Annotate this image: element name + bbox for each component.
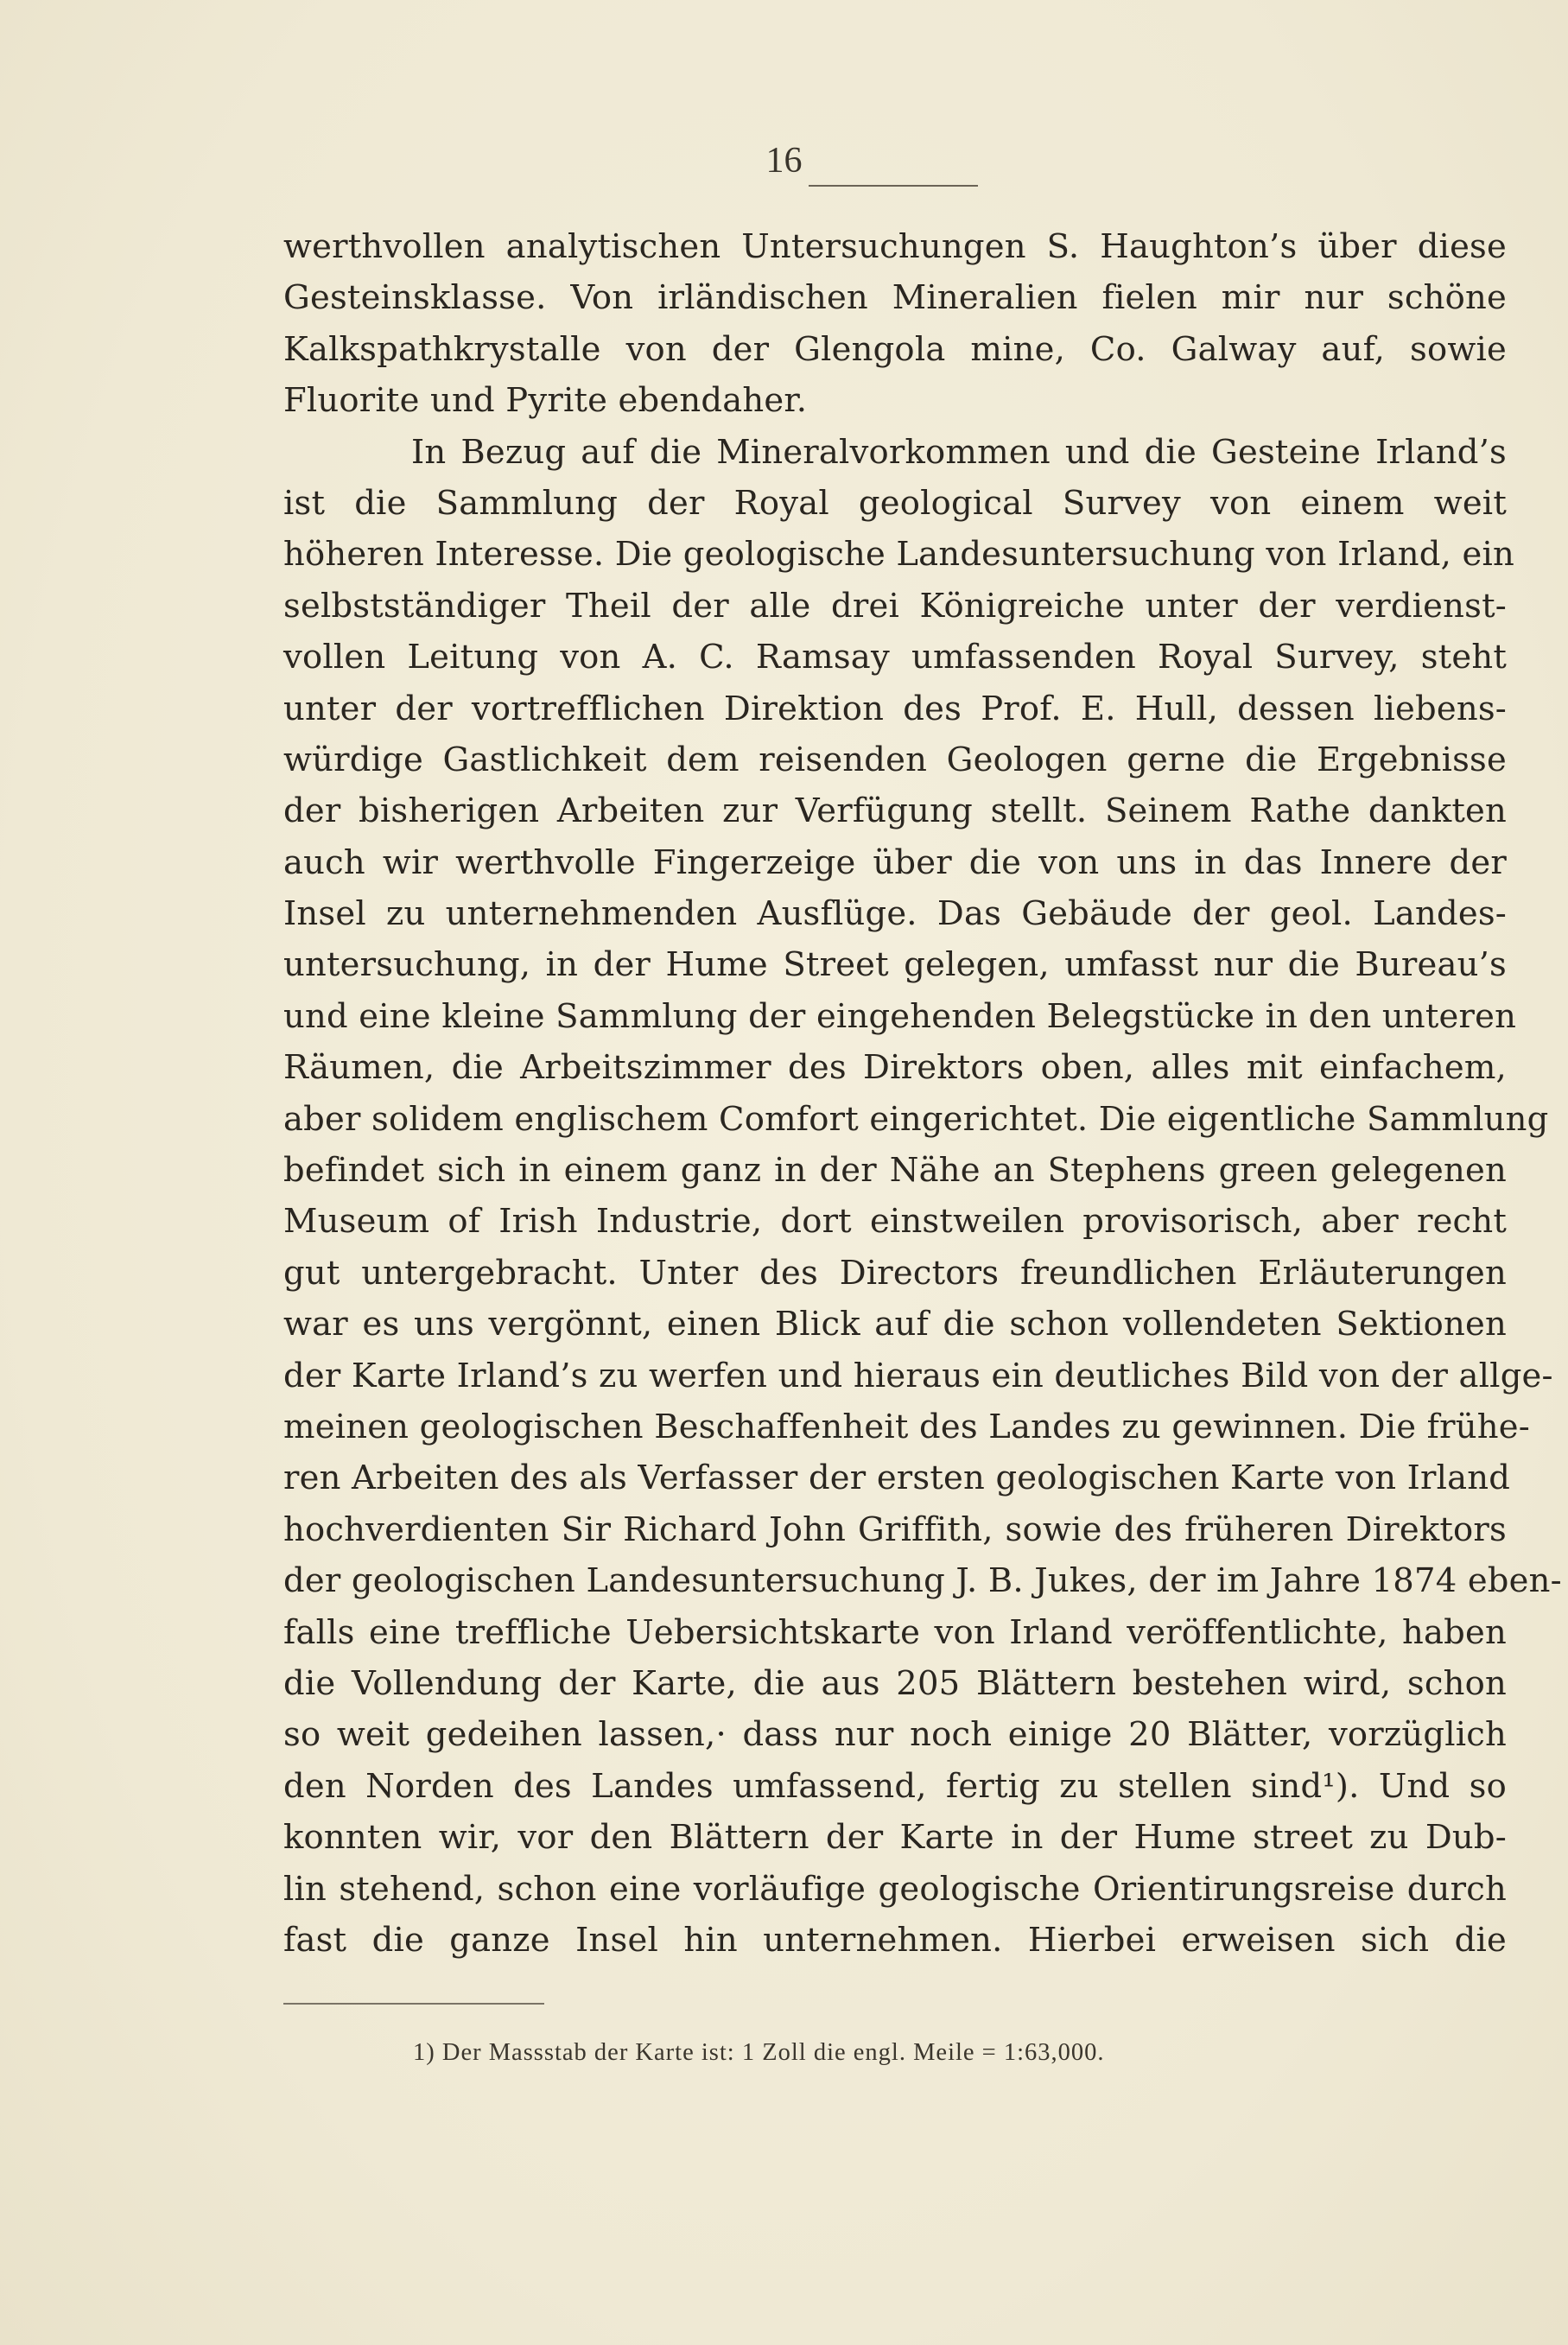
- text-line: ist die Sammlung der Royal geological Survey von einem weit: [283, 483, 1507, 523]
- text-line: Gesteinsklasse. Von irländischen Mineralien fielen mir nur schöne: [283, 278, 1507, 318]
- text-line: war es uns vergönnt, einen Blick auf die schon vollendeten Sektionen: [283, 1305, 1507, 1344]
- text-line: Fluorite und Pyrite ebendaher.: [283, 381, 808, 421]
- text-line: so weit gedeihen lassen,· dass nur noch einige 20 Blätter, vorzüglich: [283, 1715, 1507, 1755]
- text-line: unter der vortrefflichen Direktion des Prof. E. Hull, dessen liebens-: [283, 689, 1507, 728]
- text-line: Räumen, die Arbeitszimmer des Direktors oben, alles mit einfachem,: [283, 1048, 1507, 1088]
- body-text: [283, 221, 1562, 1966]
- text-line: der Karte Irland’s zu werfen und hieraus ein deutliches Bild von der allge-: [283, 1356, 1553, 1395]
- text-line: Museum of Irish Industrie, dort einstweilen provisorisch, aber recht: [283, 1202, 1507, 1242]
- text-line: und eine kleine Sammlung der eingehenden Belegstücke in den unteren: [283, 996, 1517, 1036]
- text-line: hochverdienten Sir Richard John Griffith, sowie des früheren Direktors: [283, 1509, 1507, 1549]
- text-line: den Norden des Landes umfassend, fertig zu stellen sind¹). Und so: [283, 1766, 1507, 1806]
- text-line: gut untergebracht. Unter des Directors freundlichen Erläuterungen: [283, 1253, 1507, 1293]
- text-line: vollen Leitung von A. C. Ramsay umfassenden Royal Survey, steht: [283, 638, 1507, 677]
- footnote-rule: [283, 2003, 544, 2005]
- text-line: Kalkspathkrystalle von der Glengola mine, Co. Galway auf, sowie: [283, 329, 1507, 369]
- text-line: konnten wir, vor den Blättern der Karte in der Hume street zu Dub-: [283, 1818, 1507, 1858]
- text-line: lin stehend, schon eine vorläufige geologische Orientirungsreise durch: [283, 1869, 1507, 1909]
- text-line: höheren Interesse. Die geologische Landesuntersuchung von Irland, ein: [283, 535, 1514, 575]
- text-line: ren Arbeiten des als Verfasser der ersten geologischen Karte von Irland: [283, 1458, 1511, 1498]
- text-line: aber solidem englischem Comfort eingerichtet. Die eigentliche Sammlung: [283, 1099, 1549, 1139]
- text-line: fast die ganze Insel hin unternehmen. Hierbei erweisen sich die: [283, 1920, 1507, 1960]
- text-line: die Vollendung der Karte, die aus 205 Blättern bestehen wird, schon: [283, 1663, 1507, 1703]
- footnote: 1) Der Massstab der Karte ist: 1 Zoll die engl. Meile = 1:63,000.: [413, 2039, 1105, 2066]
- text-line: werthvollen analytischen Untersuchungen S. Haughton’s über diese: [283, 227, 1507, 266]
- text-line: auch wir werthvolle Fingerzeige über die von uns in das Innere der: [283, 842, 1507, 882]
- text-line: würdige Gastlichkeit dem reisenden Geologen gerne die Ergebnisse: [283, 740, 1507, 779]
- text-line: befindet sich in einem ganz in der Nähe an Stephens green gelegenen: [283, 1151, 1507, 1191]
- text-line: Insel zu unternehmenden Ausflüge. Das Gebäude der geol. Landes-: [283, 894, 1507, 934]
- text-line: In Bezug auf die Mineralvorkommen und die Gesteine Irland’s: [411, 432, 1507, 472]
- header-rule: [809, 185, 978, 187]
- page-number: 16: [765, 141, 803, 181]
- text-line: selbstständiger Theil der alle drei Königreiche unter der verdienst-: [283, 586, 1507, 626]
- text-line: untersuchung, in der Hume Street gelegen, umfasst nur die Bureau’s: [283, 945, 1507, 985]
- text-line: der geologischen Landesuntersuchung J. B. Jukes, der im Jahre 1874 eben-: [283, 1561, 1562, 1601]
- text-line: der bisherigen Arbeiten zur Verfügung stellt. Seinem Rathe dankten: [283, 791, 1507, 831]
- text-line: falls eine treffliche Uebersichtskarte von Irland veröffentlichte, haben: [283, 1612, 1507, 1652]
- text-line: meinen geologischen Beschaffenheit des Landes zu gewinnen. Die frühe-: [283, 1407, 1530, 1446]
